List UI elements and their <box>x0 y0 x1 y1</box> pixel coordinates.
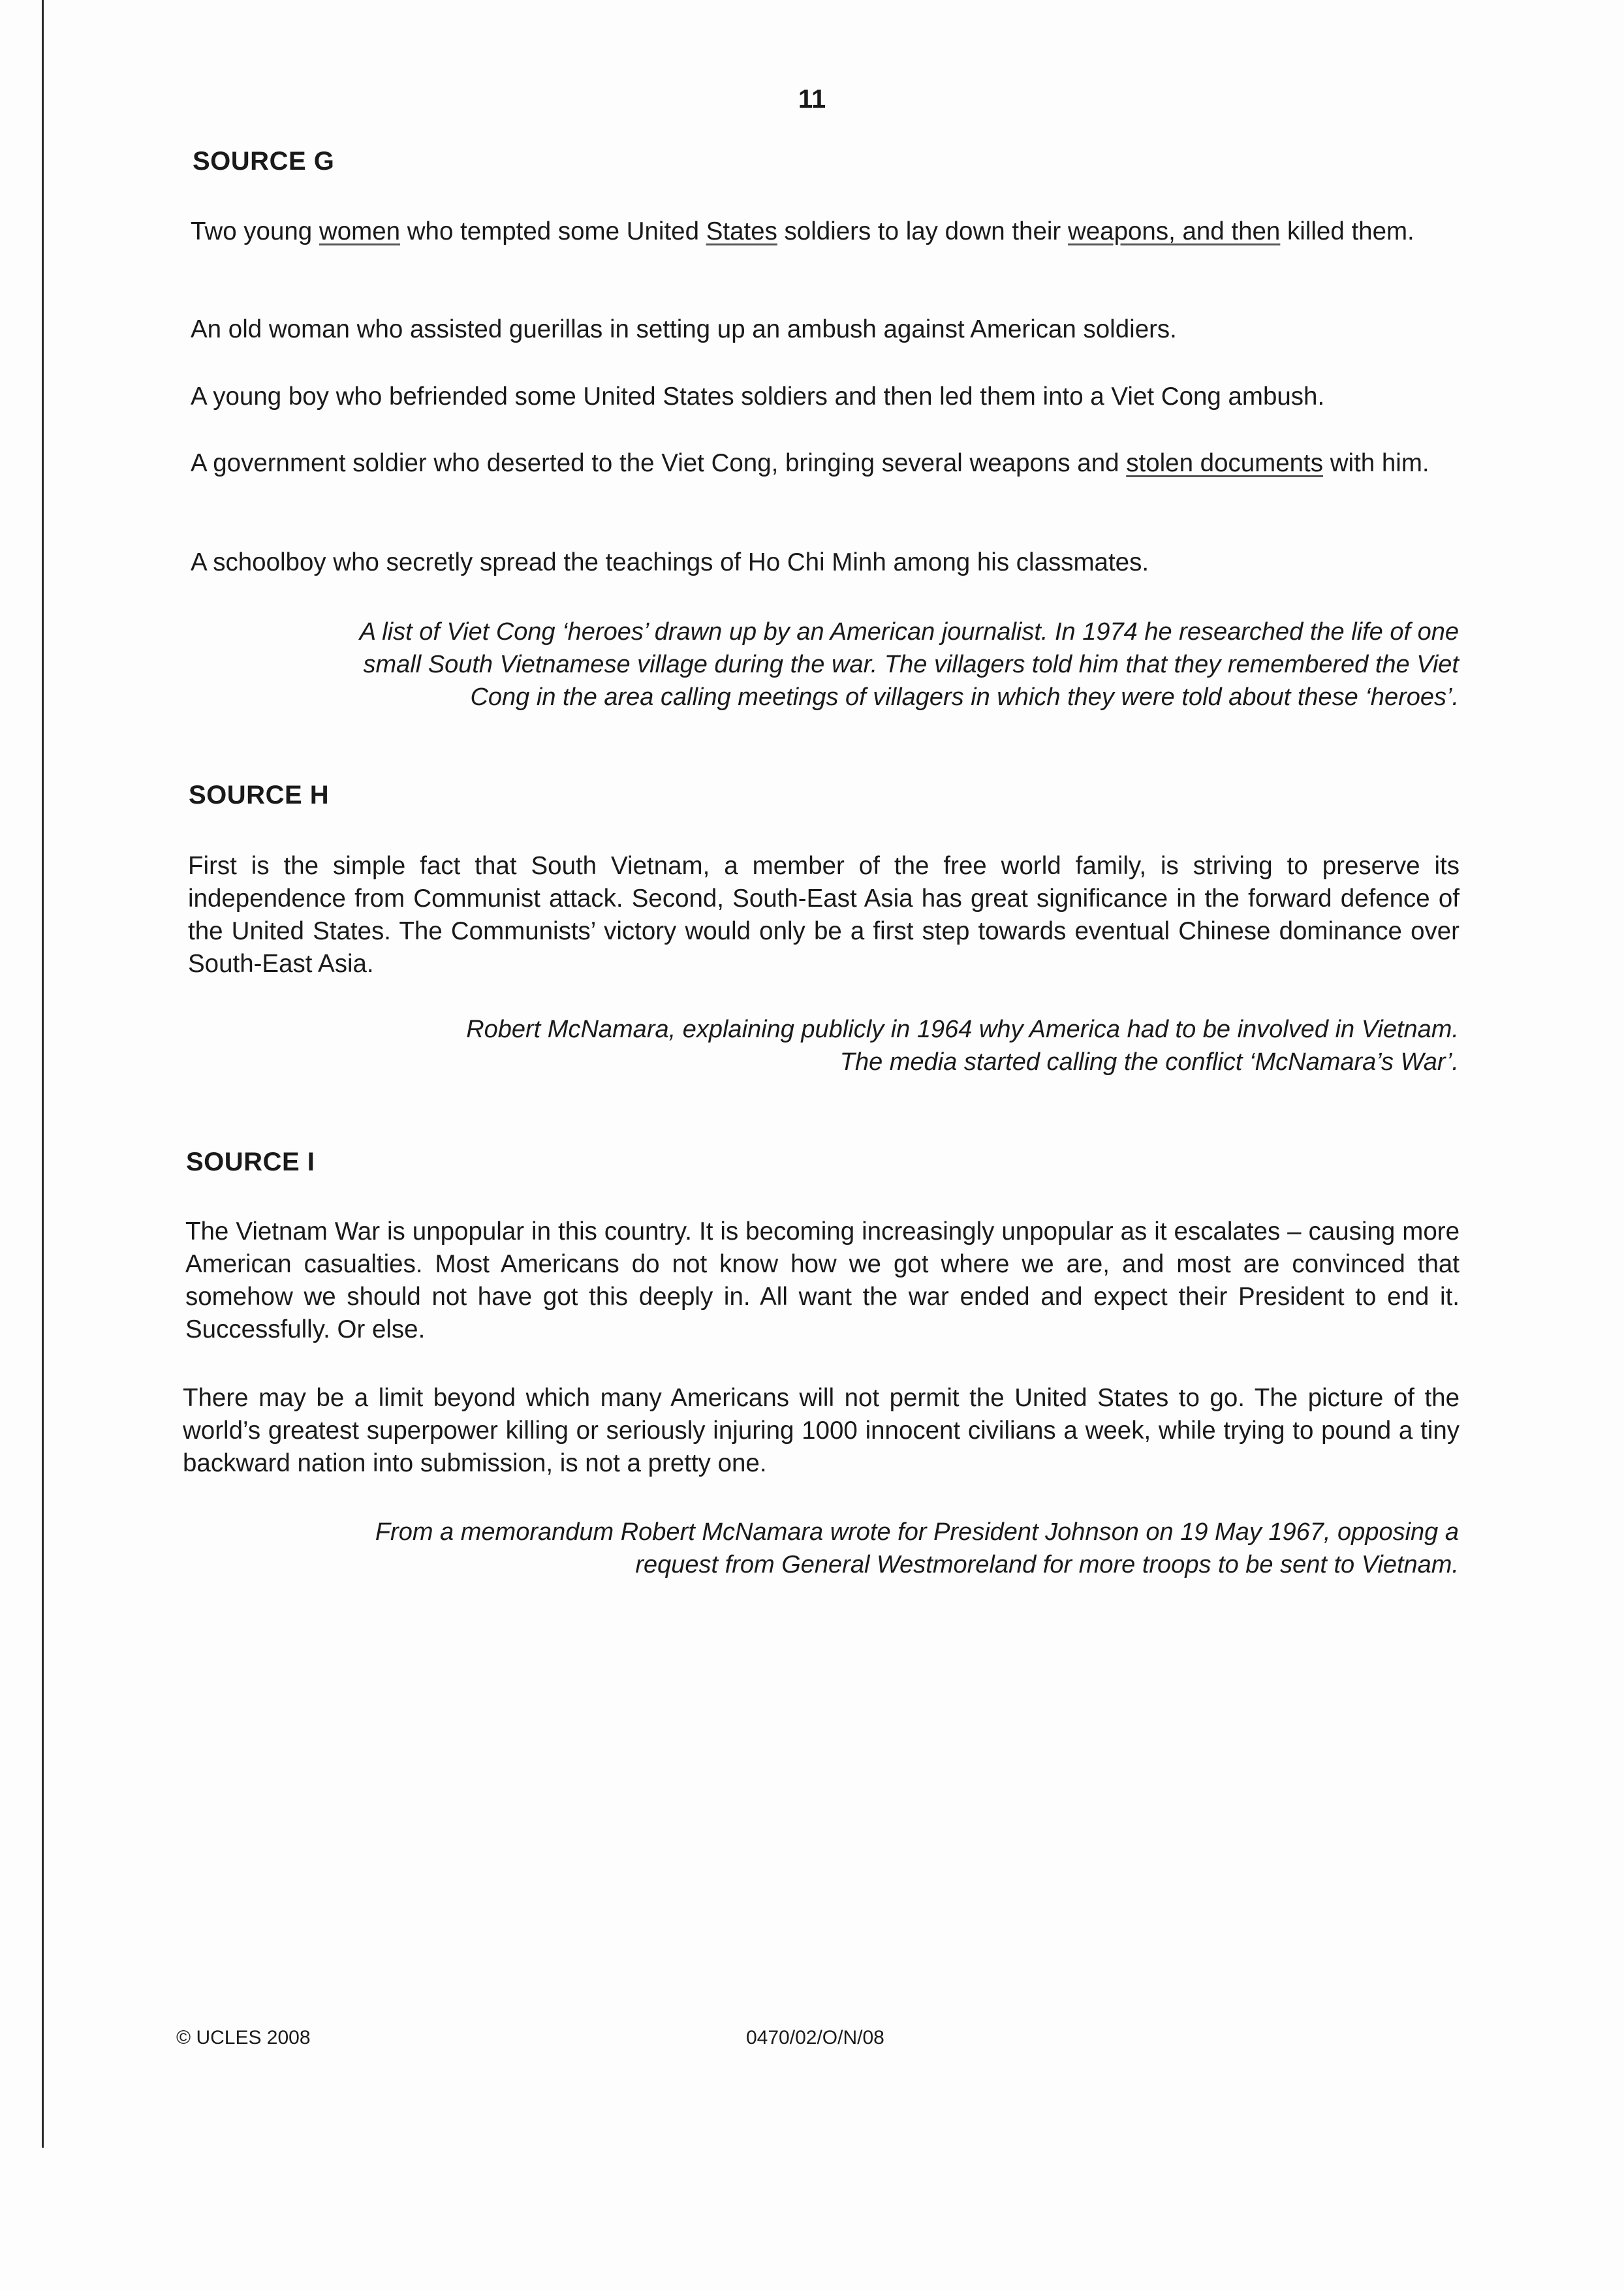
source-g-item-5: A schoolboy who secretly spread the teachings of Ho Chi Minh among his classmates. <box>191 548 1149 576</box>
source-g-caption <box>153 616 1459 714</box>
source-h-title: SOURCE H <box>189 781 330 809</box>
binding-margin-line <box>42 0 44 2148</box>
source-i-paragraph-1: The Vietnam War is unpopular in this country. It is becoming increasingly unpopular as it escalates – causing more American casualties. Most Americans do not know how we got where we are, and most are convinced that somehow we should not have got this deeply in. All want the war ended and expect their President to end it. Successfully. Or else. <box>185 1217 1460 1343</box>
source-i-caption-line: request from General Westmoreland for more troops to be sent to Vietnam. <box>635 1551 1459 1578</box>
source-g-caption-line: Cong in the area calling meetings of villagers in which they were told about these ‘heroes’. <box>470 683 1459 711</box>
source-h-paragraph: First is the simple fact that South Vietnam, a member of the free world family, is striving to preserve its independence from Communist attack. Second, South-East Asia has great significance in the forward defence of the United States. The Communists’ victory would only be a first step towards eventual Chinese dominance over South-East Asia. <box>188 852 1460 978</box>
source-h-caption <box>153 1013 1459 1078</box>
footer-copyright: © UCLES 2008 <box>176 2027 311 2048</box>
source-i-caption-line: From a memorandum Robert McNamara wrote for President Johnson on 19 May 1967, opposing a <box>375 1518 1459 1546</box>
source-h-caption-line: The media started calling the conflict ‘McNamara’s War’. <box>839 1048 1459 1076</box>
page-number: 11 <box>798 85 826 114</box>
footer-paper-code: 0470/02/O/N/08 <box>746 2027 884 2048</box>
source-g-item-4: A government soldier who deserted to the Viet Cong, bringing several weapons and stolen documents with him. <box>191 449 1429 477</box>
source-i-caption <box>153 1516 1459 1581</box>
source-g-caption-line: small South Vietnamese village during the war. The villagers told him that they remembered the Viet <box>363 651 1459 678</box>
source-i-paragraph-2: There may be a limit beyond which many Americans will not permit the United States to go. The picture of the world’s greatest superpower killing or seriously injuring 1000 innocent civilians a week, while trying to pound a tiny backward nation into submission, is not a pretty one. <box>183 1384 1460 1477</box>
source-g-title: SOURCE G <box>193 147 335 176</box>
source-g-caption-line: A list of Viet Cong ‘heroes’ drawn up by an American journalist. In 1974 he researched the life of one <box>359 618 1459 646</box>
source-g-item-1: Two young women who tempted some United States soldiers to lay down their weapons, and then killed them. <box>191 217 1414 245</box>
source-g-item-3: A young boy who befriended some United States soldiers and then led them into a Viet Cong ambush. <box>191 383 1325 411</box>
source-g-item-2: An old woman who assisted guerillas in setting up an ambush against American soldiers. <box>191 315 1177 343</box>
source-h-caption-line: Robert McNamara, explaining publicly in 1964 why America had to be involved in Vietnam. <box>466 1016 1459 1043</box>
source-i-title: SOURCE I <box>186 1148 315 1176</box>
